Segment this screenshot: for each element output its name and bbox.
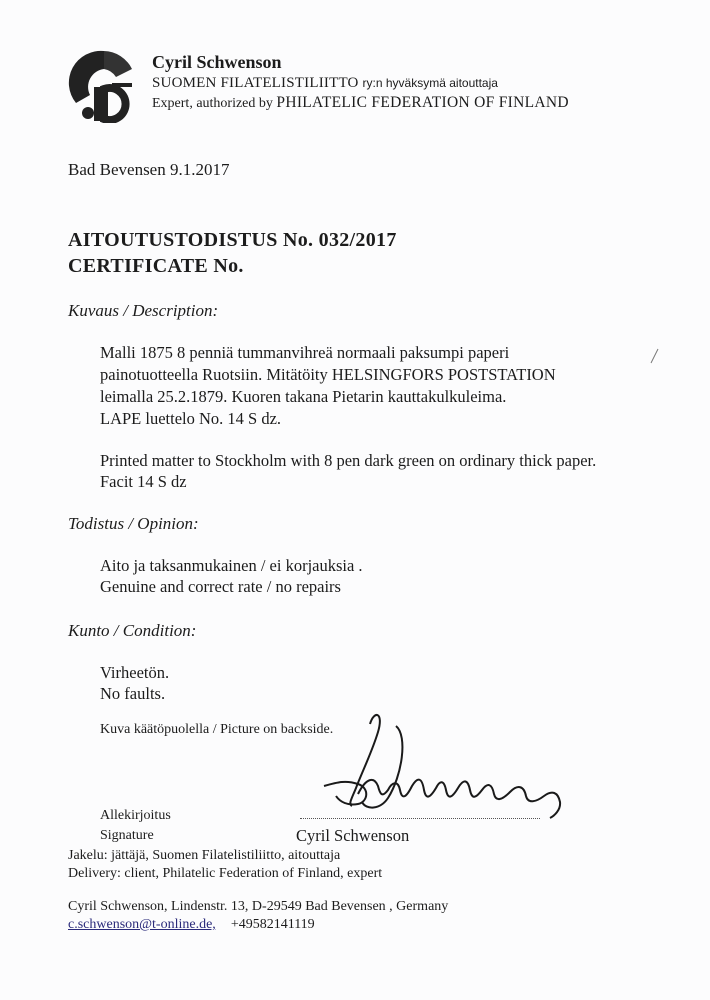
description-en-line-1: Printed matter to Stockholm with 8 pen dark green on ordinary thick paper. <box>100 451 597 470</box>
certificate-title-en: CERTIFICATE No. <box>68 255 244 277</box>
signature-label-en: Signature <box>100 828 154 843</box>
certificate-title-fi-text: AITOUTUSTODISTUS <box>68 229 278 251</box>
certificate-title-fi <box>68 229 397 252</box>
organization-suffix: ry:n hyväksymä aitouttaja <box>362 76 498 90</box>
pen-mark-icon <box>648 348 660 364</box>
contact-phone: +49582141119 <box>230 917 315 932</box>
contact-email-link[interactable]: c.schwenson@t-online.de, <box>68 917 216 932</box>
expert-prefix: Expert, authorized by <box>152 96 273 111</box>
picture-note: Kuva käätöpuolella / Picture on backside. <box>100 722 334 737</box>
federation-logo-icon <box>68 47 140 123</box>
distribution-en: Delivery: client, Philatelic Federation of Finland, expert <box>68 866 383 881</box>
description-fi-line-3: leimalla 25.2.1879. Kuoren takana Pietarin kauttakulkuleima. <box>100 387 507 406</box>
signer-printed-name: Cyril Schwenson <box>296 826 410 845</box>
signature-label-fi: Allekirjoitus <box>100 808 171 823</box>
certificate-date: Bad Bevensen 9.1.2017 <box>68 160 230 179</box>
signature-line <box>300 818 540 819</box>
expert-organization: PHILATELIC FEDERATION OF FINLAND <box>276 94 569 111</box>
description-en-line-2: Facit 14 S dz <box>100 472 187 491</box>
opinion-line-2: Genuine and correct rate / no repairs <box>100 577 341 596</box>
condition-label: Kunto / Condition: <box>68 621 197 640</box>
condition-line-2: No faults. <box>100 684 166 703</box>
organization-line <box>152 75 498 92</box>
contact-address: Cyril Schwenson, Lindenstr. 13, D-29549 Bad Bevensen , Germany <box>68 899 449 914</box>
description-fi-line-2: painotuotteella Ruotsiin. Mitätöity HELSINGFORS POSTSTATION <box>100 365 556 384</box>
distribution-fi: Jakelu: jättäjä, Suomen Filatelistiliitto, aitouttaja <box>68 848 341 863</box>
description-fi-line-4: LAPE luettelo No. 14 S dz. <box>100 409 282 428</box>
description-fi-line-1: Malli 1875 8 penniä tummanvihreä normaali paksumpi paperi <box>100 343 510 362</box>
opinion-line-1: Aito ja taksanmukainen / ei korjauksia . <box>100 556 363 575</box>
expert-name: Cyril Schwenson <box>152 52 282 72</box>
handwritten-signature <box>318 706 578 828</box>
contact-line <box>68 917 315 933</box>
expert-authorization-line <box>152 94 569 112</box>
certificate-number: No. 032/2017 <box>283 229 397 251</box>
description-label: Kuvaus / Description: <box>68 301 219 320</box>
organization-name: SUOMEN FILATELISTILIITTO <box>152 75 359 91</box>
signature-text: Schwenson <box>318 706 323 707</box>
condition-line-1: Virheetön. <box>100 663 170 682</box>
opinion-label: Todistus / Opinion: <box>68 514 199 533</box>
